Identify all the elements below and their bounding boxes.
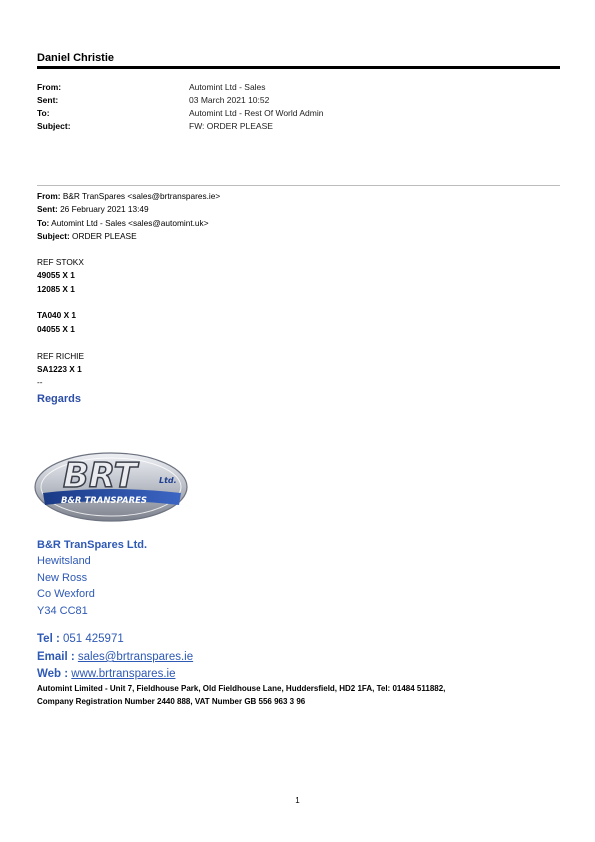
- web-line: [37, 666, 175, 682]
- fw-subject: [37, 231, 137, 242]
- header-value: FW: ORDER PLEASE: [189, 121, 273, 131]
- web-label: Web :: [37, 668, 72, 680]
- body-item-line: SA1223 X 1: [37, 364, 82, 374]
- tel-line: [37, 631, 124, 647]
- logo-ltd-text: Ltd.: [159, 476, 177, 485]
- body-ref-line: REF STOKX: [37, 257, 84, 267]
- page-number: 1: [295, 796, 300, 805]
- fw-to: [37, 218, 209, 229]
- email-link[interactable]: sales@brtranspares.ie: [77, 651, 194, 663]
- body-item-line: TA040 X 1: [37, 310, 77, 320]
- signature-separator: --: [37, 377, 43, 387]
- header-label: From:: [37, 82, 62, 92]
- logo-main-text: BRT: [63, 456, 137, 496]
- fw-value: ORDER PLEASE: [72, 231, 137, 241]
- header-label: Sent:: [37, 95, 59, 105]
- address-line: Y34 CC81: [37, 605, 88, 617]
- header-value: Automint Ltd - Sales: [189, 82, 266, 92]
- body-item-line: 12085 X 1: [37, 284, 75, 294]
- brt-logo: [33, 445, 189, 523]
- header-label: To:: [37, 108, 50, 118]
- fw-value: B&R TranSpares <sales@brtranspares.ie>: [62, 191, 221, 201]
- fw-label: To:: [37, 218, 50, 228]
- header-label: Subject:: [37, 121, 71, 131]
- logo-sub-text: B&R TRANSPARES: [61, 496, 148, 506]
- body-item-line: 04055 X 1: [37, 324, 75, 334]
- title-rule: [37, 66, 560, 69]
- email-label: Email :: [37, 651, 78, 663]
- regards-text: Regards: [37, 393, 82, 405]
- tel-value: 051 425971: [62, 633, 124, 645]
- forward-rule: [37, 185, 560, 186]
- footer-line: Company Registration Number 2440 888, VAT Number GB 556 963 3 96: [37, 697, 306, 706]
- header-value: 03 March 2021 10:52: [189, 95, 270, 105]
- header-value: Automint Ltd - Rest Of World Admin: [189, 108, 324, 118]
- footer-line: Automint Limited - Unit 7, Fieldhouse Park, Old Fieldhouse Lane, Huddersfield, HD2 1FA, Tel: 01484 511882,: [37, 684, 446, 693]
- fw-sent: [37, 204, 149, 215]
- email-line: [37, 649, 193, 665]
- fw-label: Sent:: [37, 204, 58, 214]
- fw-from: [37, 191, 220, 202]
- address-line: Co Wexford: [37, 588, 95, 600]
- web-link[interactable]: www.brtranspares.ie: [71, 668, 176, 680]
- address-line: Hewitsland: [37, 555, 91, 567]
- company-name: B&R TranSpares Ltd.: [37, 539, 148, 551]
- body-ref-line: REF RICHIE: [37, 351, 85, 361]
- tel-label: Tel :: [37, 633, 63, 645]
- address-line: New Ross: [37, 572, 88, 584]
- fw-label: From:: [37, 191, 61, 201]
- fw-value: 26 February 2021 13:49: [60, 204, 149, 214]
- body-item-line: 49055 X 1: [37, 270, 75, 280]
- page-title: Daniel Christie: [37, 52, 115, 64]
- fw-value: Automint Ltd - Sales <sales@automint.uk>: [51, 218, 209, 228]
- fw-label: Subject:: [37, 231, 70, 241]
